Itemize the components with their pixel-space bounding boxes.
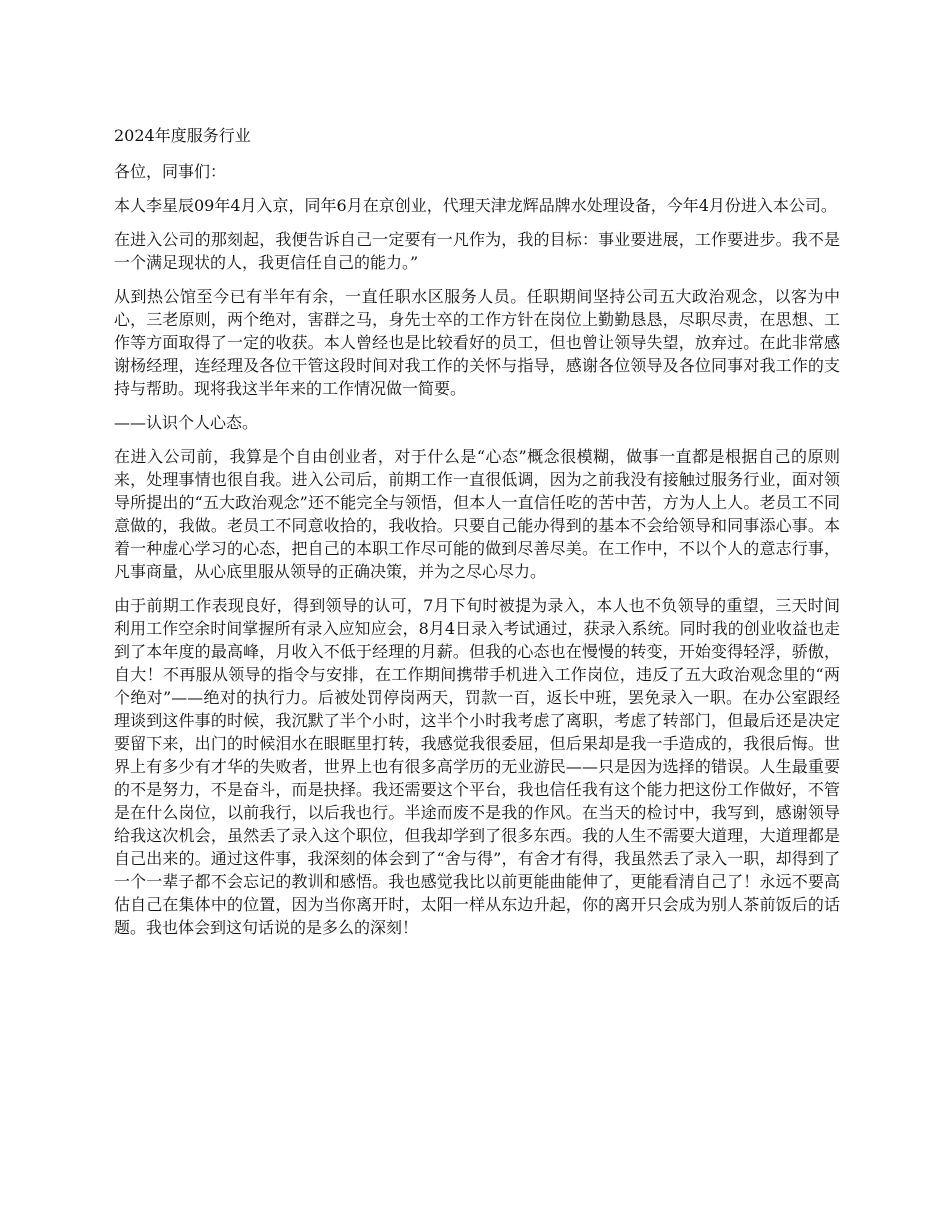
document-body <box>114 124 840 950</box>
section-heading: ——认识个人心态。 <box>114 413 259 432</box>
document-title: 2024年度服务行业 <box>114 126 251 145</box>
paragraph-goal: 在进入公司的那刻起，我便告诉自己一定要有一凡作为，我的目标：事业要进展，工作要进步。我不是一个满足现状的人，我更信任自己的能力。” <box>114 230 840 272</box>
greeting: 各位，同事们： <box>114 162 227 181</box>
paragraph-intro: 本人李星辰09年4月入京，同年6月在京创业，代理天津龙辉品牌水处理设备，今年4月份进入本公司。 <box>114 196 837 215</box>
paragraph-mindset: 在进入公司前，我算是个自由创业者，对于什么是“心态”概念很模糊，做事一直都是根据自己的原则来，处理事情也很自我。进入公司后，前期工作一直很低调，因为之前我没有接触过服务行业，面对领导所提出的“五大政治观念”还不能完全与领悟，但本人一直信任吃的苦中苦，方为人上人。老员工不同意做的，我做。老员工不同意收拾的，我收拾。只要自己能办得到的基本不会给领导和同事添心事。本着一种虚心学习的心态，把自己的本职工作尽可能的做到尽善尽美。在工作中，不以个人的意志行事，凡事商量，从心底里服从领导的正确决策，并为之尽心尽力。 <box>114 447 840 581</box>
paragraph-experience: 从到热公馆至今已有半年有余，一直任职水区服务人员。任职期间坚持公司五大政治观念，以客为中心，三老原则，两个绝对，害群之马，身先士卒的工作方针在岗位上勤勤恳恳，尽职尽责，在思想、工作等方面取得了一定的收获。本人曾经也是比较看好的员工，但也曾让领导失望，放弃过。在此非常感谢杨经理，连经理及各位干管这段时间对我工作的关怀与指导，感谢各位领导及各位同事对我工作的支持与帮助。现将我这半年来的工作情况做一简要。 <box>114 287 840 398</box>
paragraph-reflection: 由于前期工作表现良好，得到领导的认可，7月下旬时被提为录入，本人也不负领导的重望，三天时间利用工作空余时间掌握所有录入应知应会，8月4日录入考试通过，获录入系统。同时我的创业收益也走到了本年度的最高峰，月收入不低于经理的月薪。但我的心态也在慢慢的转变，开始变得轻浮，骄傲，自大！不再服从领导的指令与安排，在工作期间携带手机进入工作岗位，违反了五大政治观念里的“两个绝对”——绝对的执行力。后被处罚停岗两天，罚款一百，返长中班，罢免录入一职。在办公室跟经理谈到这件事的时候，我沉默了半个小时，这半个小时我考虑了离职，考虑了转部门，但最后还是决定要留下来，出门的时候泪水在眼眶里打转，我感觉我很委屈，但后果却是我一手造成的，我很后悔。世界上有多少有才华的失败者，世界上也有很多高学历的无业游民——只是因为选择的错误。人生最重要的不是努力，不是奋斗，而是抉择。我还需要这个平台，我也信任我有这个能力把这份工作做好，不管是在什么岗位，以前我行，以后我也行。半途而废不是我的作风。在当天的检讨中，我写到，感谢领导给我这次机会，虽然丢了录入这个职位，但我却学到了很多东西。我的人生不需要大道理，大道理都是自己出来的。通过这件事，我深刻的体会到了“舍与得”，有舍才有得，我虽然丢了录入一职，却得到了一个一辈子都不会忘记的教训和感悟。我也感觉我比以前更能曲能伸了，更能看清自己了！永远不要高估自己在集体中的位置，因为当你离开时，太阳一样从东边升起，你的离开只会成为别人茶前饭后的话题。我也体会到这句话说的是多么的深刻！ <box>114 596 840 937</box>
